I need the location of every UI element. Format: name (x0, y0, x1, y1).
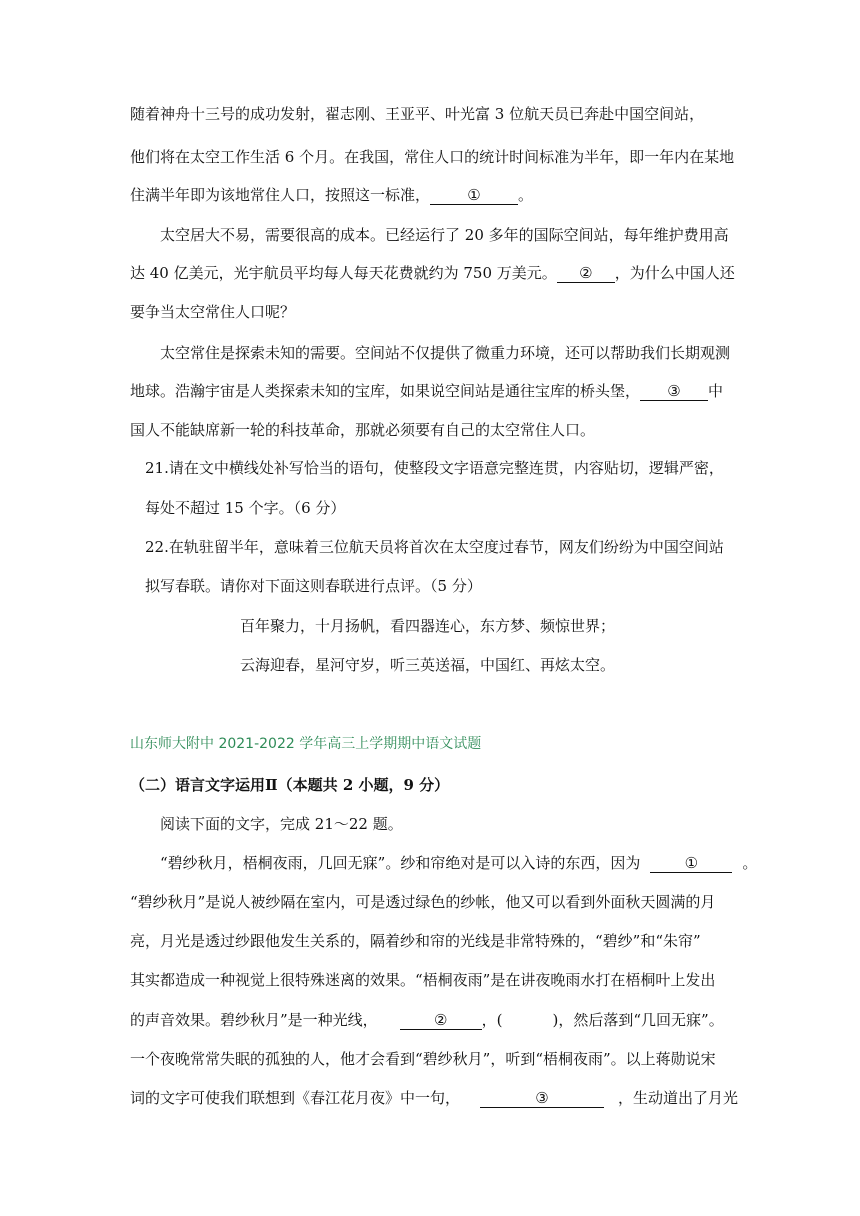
passage2-line: “碧纱秋月”是说人被纱隔在室内，可是透过绿色的纱帐，他又可以看到外面秋天圆满的月 (130, 893, 716, 911)
question-22-cont: 拟写春联。请你对下面这则春联进行点评。（5 分） (145, 577, 482, 595)
passage1-line: 要争当太空常住人口呢？ (130, 303, 296, 321)
passage1-line (130, 263, 735, 283)
passage1-line: 他们将在太空工作生活 6 个月。在我国，常住人口的统计时间标准为半年，即一年内在某地 (130, 148, 735, 166)
text-segment: 词的文字可使我们联想到《春江花月夜》中一句， (130, 1089, 461, 1107)
text-segment: )，然后落到“几回无寐”。 (552, 1011, 724, 1029)
passage1-line: 随着神舟十三号的成功发射，翟志刚、王亚平、叶光富 3 位航天员已奔赴中国空间站， (130, 105, 705, 123)
text-segment: “碧纱秋月，梧桐夜雨，几回无寐”。纱和帘绝对是可以入诗的东西，因为 (160, 854, 641, 872)
blank-3: ③ (480, 1089, 604, 1108)
blank-3: ③ (640, 382, 708, 401)
text-segment: 达 40 亿美元，光宇航员平均每人每天花费就约为 750 万美元。 (130, 264, 557, 282)
section-heading: （二）语言文字运用Ⅱ（本题共 2 小题，9 分） (130, 776, 450, 794)
section-intro: 阅读下面的文字，完成 21～22 题。 (160, 815, 403, 833)
blank-2: ② (557, 264, 615, 283)
text-segment: 地球。浩瀚宇宙是人类探索未知的宝库，如果说空间站是通往宝库的桥头堡， (130, 382, 641, 400)
question-21-cont: 每处不超过 15 个字。（6 分） (145, 499, 346, 517)
passage1-line: 国人不能缺席新一轮的科技革命，那就必须要有自己的太空常住人口。 (130, 421, 596, 439)
passage1-line (130, 185, 533, 205)
couplet-line-2: 云海迎春，星河守岁，听三英送福，中国红、再炫太空。 (240, 656, 616, 674)
text-segment: 的声音效果。碧纱秋月”是一种光线， (130, 1011, 378, 1029)
source-title: 山东师大附中 2021-2022 学年高三上学期期中语文试题 (130, 736, 482, 752)
blank-1: ① (430, 186, 518, 205)
text-segment: 住满半年即为该地常住人口，按照这一标准， (130, 186, 431, 204)
passage1-line: 太空居大不易，需要很高的成本。已经运行了 20 多年的国际空间站，每年维护费用高 (160, 226, 729, 244)
text-segment: 。 (742, 854, 758, 872)
passage2-line: 其实都造成一种视觉上很特殊迷离的效果。“梧桐夜雨”是在讲夜晚雨水打在梧桐叶上发出 (130, 971, 716, 989)
passage2-line: 一个夜晚常常失眠的孤独的人，他才会看到“碧纱秋月”，听到“梧桐夜雨”。以上蒋勋说宋 (130, 1050, 716, 1068)
text-segment: ，( (481, 1011, 503, 1029)
text-segment: 。 (518, 186, 534, 204)
question-21: 21.请在文中横线处补写恰当的语句，使整段文字语意完整连贯，内容贴切，逻辑严密， (145, 459, 724, 477)
text-segment: ，生动道出了月光 (618, 1089, 739, 1107)
blank-2: ② (400, 1011, 482, 1030)
passage1-line (130, 381, 723, 401)
passage2-line (130, 1010, 724, 1030)
passage1-line: 太空常住是探索未知的需要。空间站不仅提供了微重力环境，还可以帮助我们长期观测 (160, 344, 731, 362)
text-segment: 中 (708, 382, 724, 400)
passage2-line: 亮，月光是透过纱跟他发生关系的，隔着纱和帘的光线是非常特殊的，“碧纱”和“朱帘” (130, 932, 701, 950)
passage2-line (130, 1088, 738, 1108)
text-segment: ，为什么中国人还 (614, 264, 735, 282)
blank-1: ① (650, 854, 732, 873)
question-22: 22.在轨驻留半年，意味着三位航天员将首次在太空度过春节，网友们纷纷为中国空间站 (145, 538, 724, 556)
couplet-line-1: 百年聚力，十月扬帆，看四器连心，东方梦、频惊世界； (240, 617, 616, 635)
passage2-line (160, 853, 757, 873)
